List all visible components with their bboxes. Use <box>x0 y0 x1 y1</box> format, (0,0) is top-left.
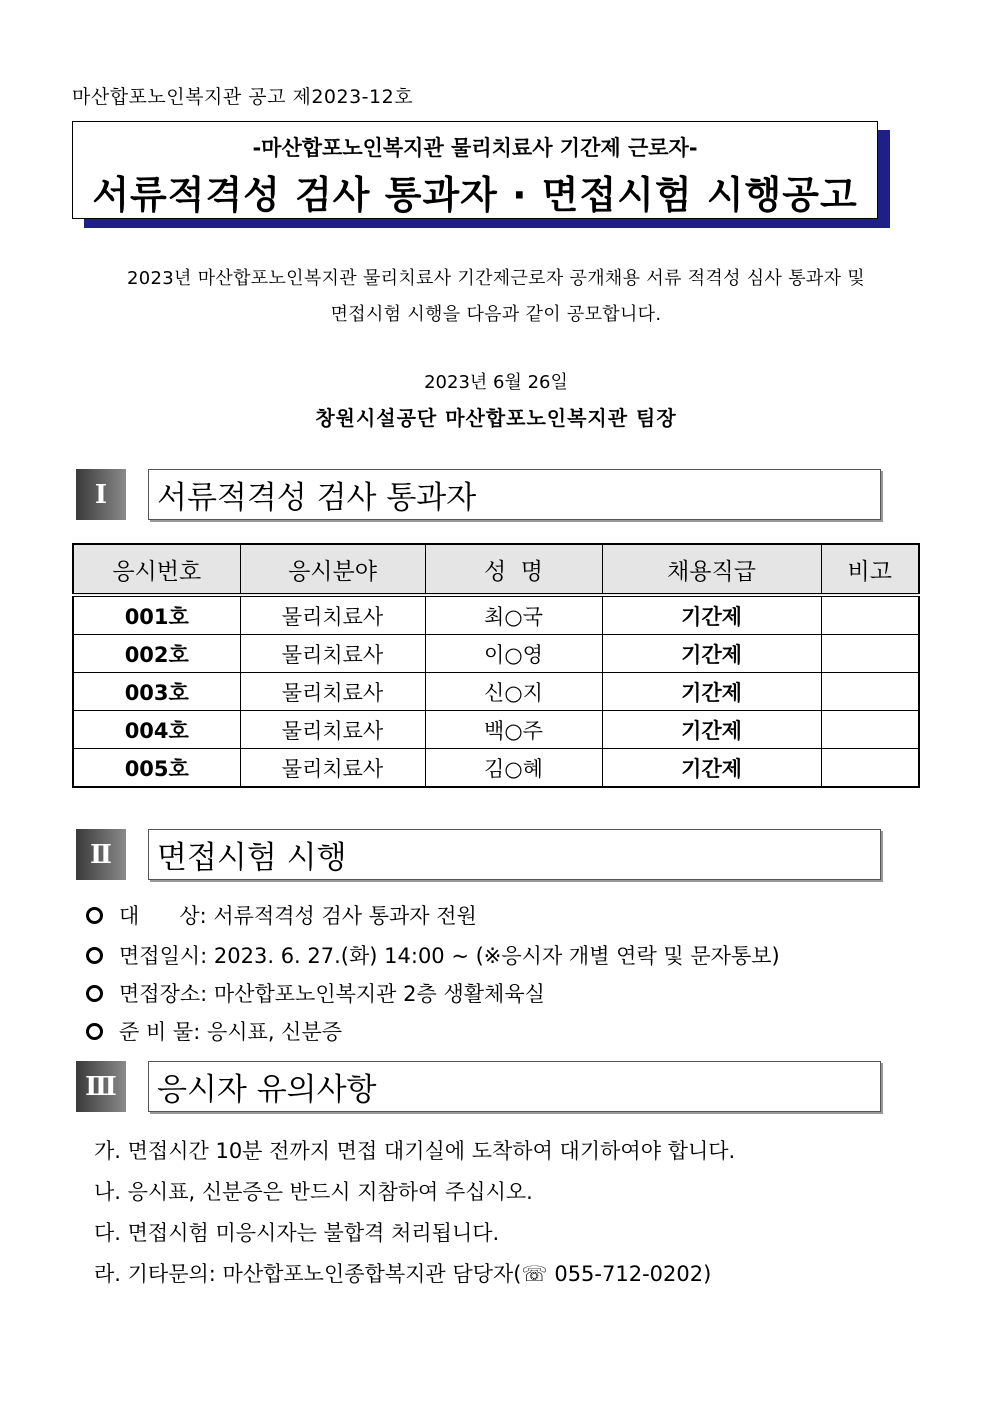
bullet-ring-icon <box>86 985 103 1002</box>
note-item: 라. 기타문의: 마산합포노인종합복지관 담당자(☏ 055-712-0202) <box>94 1262 712 1286</box>
cell-position: 기간제 <box>602 711 821 749</box>
bullet-ring-icon <box>86 947 103 964</box>
bullet-ring-icon <box>86 1023 103 1040</box>
table-header-row <box>73 544 919 595</box>
item-text: 대 상: 서류적격성 검사 통과자 전원 <box>119 904 477 928</box>
cell-position: 기간제 <box>602 595 821 635</box>
cell-field: 물리치료사 <box>240 749 425 788</box>
cell-name: 이○영 <box>425 635 602 673</box>
intro-line-2: 면접시험 시행을 다음과 같이 공모합니다. <box>330 304 662 325</box>
cell-remarks <box>821 711 919 749</box>
interview-item-datetime <box>86 940 780 970</box>
cell-number: 004호 <box>73 711 240 749</box>
interview-item-materials <box>86 1016 342 1046</box>
table-row <box>73 635 919 673</box>
section-1-title <box>148 469 881 520</box>
bullet-ring-icon <box>86 907 103 924</box>
header-name: 성 명 <box>425 544 602 595</box>
cell-remarks <box>821 749 919 788</box>
cell-number: 005호 <box>73 749 240 788</box>
cell-field: 물리치료사 <box>240 635 425 673</box>
note-item: 다. 면접시험 미응시자는 불합격 처리됩니다. <box>94 1221 500 1245</box>
item-text: 면접장소: 마산합포노인복지관 2층 생활체육실 <box>119 982 545 1006</box>
cell-field: 물리치료사 <box>240 595 425 635</box>
table-row <box>73 711 919 749</box>
table-row <box>73 595 919 635</box>
header-applicant-number: 응시번호 <box>73 544 240 595</box>
cell-remarks <box>821 635 919 673</box>
section-3-title <box>148 1061 881 1112</box>
item-text: 면접일시: 2023. 6. 27.(화) 14:00 ~ (※응시자 개별 연락 및 문자통보) <box>119 944 780 968</box>
intro-line-1: 2023년 마산합포노인복지관 물리치료사 기간제근로자 공개채용 서류 적격성 심사 통과자 및 <box>127 268 865 289</box>
header-remarks: 비고 <box>821 544 919 595</box>
item-text: 준 비 물: 응시표, 신분증 <box>119 1020 343 1044</box>
cell-name: 신○지 <box>425 673 602 711</box>
section-2-title-text: 면접시험 시행 <box>157 840 347 876</box>
section-3-number: Ⅲ <box>76 1061 126 1112</box>
signer: 창원시설공단 마산합포노인복지관 팀장 <box>315 406 677 430</box>
header-field: 응시분야 <box>240 544 425 595</box>
interview-item-target <box>86 900 477 930</box>
cell-field: 물리치료사 <box>240 673 425 711</box>
section-1-title-text: 서류적격성 검사 통과자 <box>157 480 477 516</box>
title-box <box>72 121 878 219</box>
section-1-number: Ⅰ <box>76 469 126 520</box>
title-main: 서류적격성 검사 통과자 · 면접시험 시행공고 <box>92 173 858 217</box>
cell-number: 002호 <box>73 635 240 673</box>
cell-name: 최○국 <box>425 595 602 635</box>
table-row <box>73 673 919 711</box>
cell-position: 기간제 <box>602 749 821 788</box>
cell-number: 001호 <box>73 595 240 635</box>
section-3-title-text: 응시자 유의사항 <box>157 1072 377 1108</box>
cell-position: 기간제 <box>602 673 821 711</box>
section-2-number: Ⅱ <box>76 829 126 880</box>
cell-name: 김○혜 <box>425 749 602 788</box>
interview-item-location <box>86 978 545 1008</box>
note-item: 가. 면접시간 10분 전까지 면접 대기실에 도착하여 대기하여야 합니다. <box>94 1139 736 1163</box>
notice-date: 2023년 6월 26일 <box>424 372 568 393</box>
cell-name: 백○주 <box>425 711 602 749</box>
cell-remarks <box>821 673 919 711</box>
section-2-title <box>148 829 881 880</box>
cell-field: 물리치료사 <box>240 711 425 749</box>
cell-number: 003호 <box>73 673 240 711</box>
header-position: 채용직급 <box>602 544 821 595</box>
notice-number: 마산합포노인복지관 공고 제2023-12호 <box>72 86 414 108</box>
note-item: 나. 응시표, 신분증은 반드시 지참하여 주십시오. <box>94 1180 533 1204</box>
cell-remarks <box>821 595 919 635</box>
title-subtitle: -마산합포노인복지관 물리치료사 기간제 근로자- <box>252 136 698 160</box>
passed-applicants-table <box>72 543 920 788</box>
cell-position: 기간제 <box>602 635 821 673</box>
table-row <box>73 749 919 788</box>
